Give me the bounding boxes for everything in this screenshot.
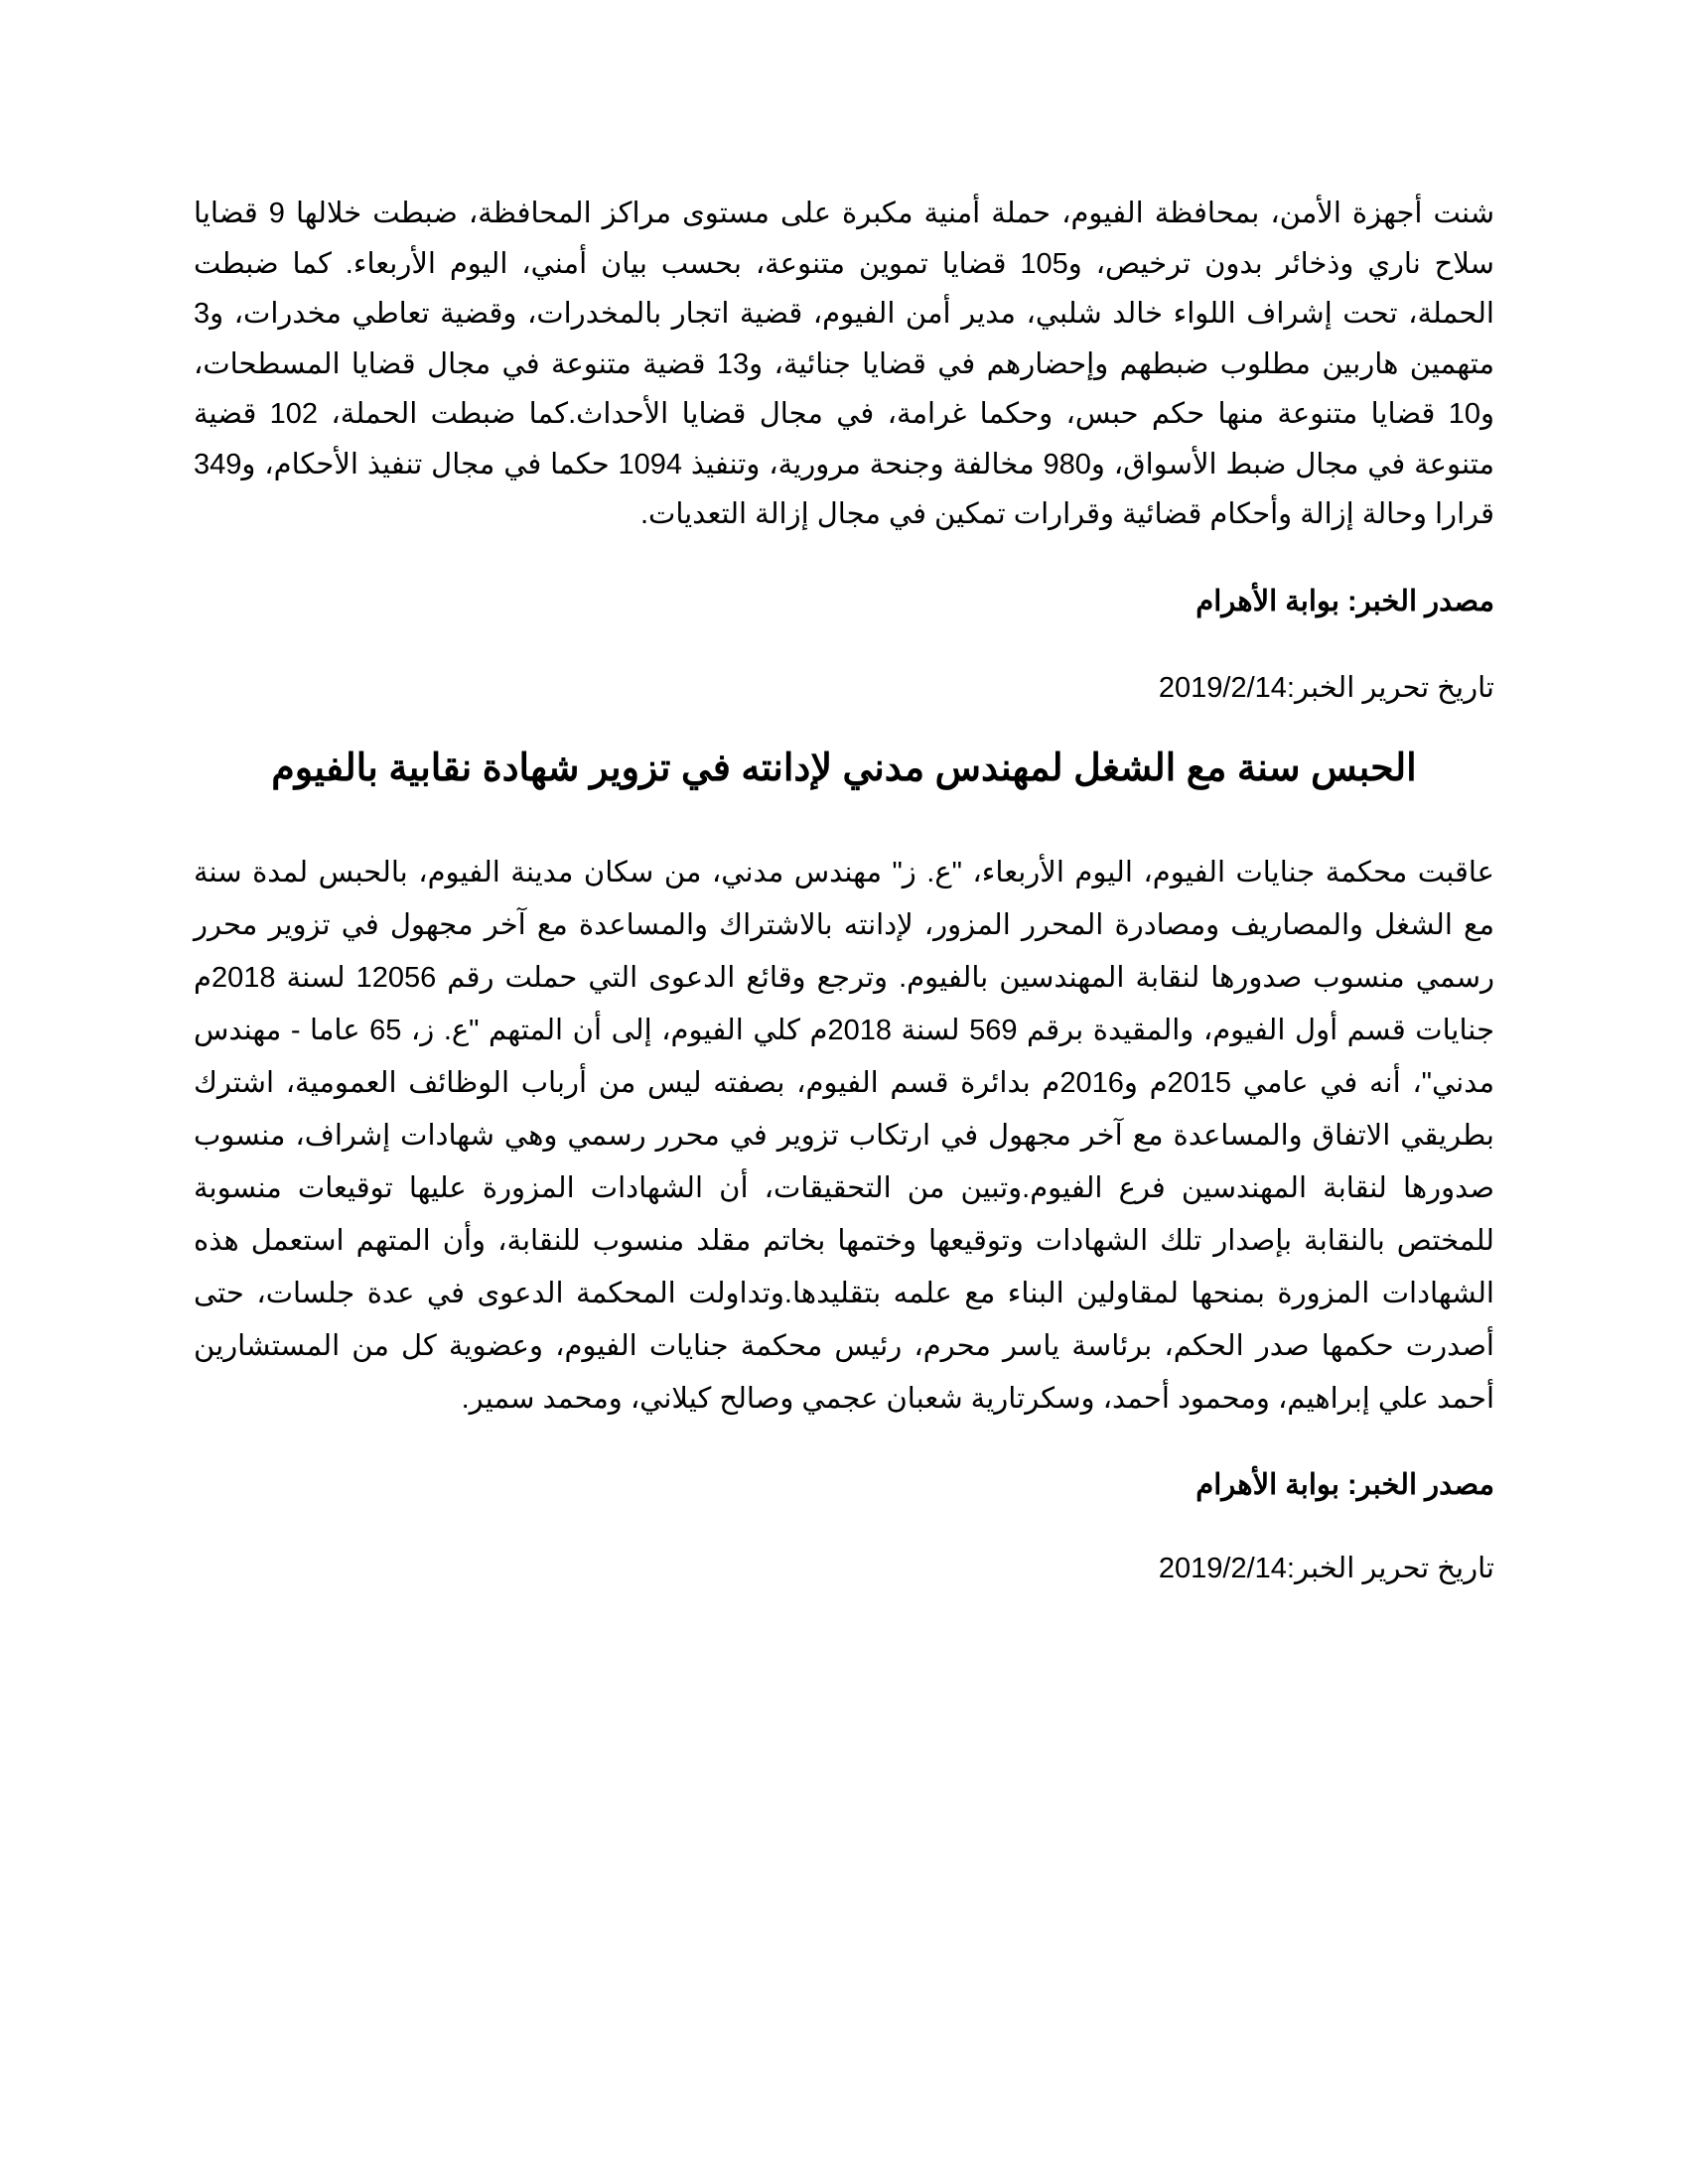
article1-body: شنت أجهزة الأمن، بمحافظة الفيوم، حملة أمنية مكبرة على مستوى مراكز المحافظة، ضبطت خلالها 9 قضايا سلاح ناري وذخائر بدون ترخيص، و105 قضايا تموين متنوعة، بحسب بيان أمني، اليوم الأربعاء. كما ضبطت الحملة، تحت إشراف اللواء خالد شلبي، مدير أمن الفيوم، قضية اتجار بالمخدرات، وقضية تعاطي مخدرات، و3 متهمين هاربين مطلوب ضبطهم وإحضارهم في قضايا جنائية، و13 قضية متنوعة في مجال قضايا المسطحات، و10 قضايا متنوعة منها حكم حبس، وحكما غرامة، في مجال قضايا الأحداث.كما ضبطت الحملة، 102 قضية متنوعة في مجال ضبط الأسواق، و980 مخالفة وجنحة مرورية، وتنفيذ 1094 حكما في مجال تنفيذ الأحكام، و349 قرارا وحالة إزالة وأحكام قضائية وقرارات تمكين في مجال إزالة التعديات.	[194, 198, 1494, 530]
article1-date: تاريخ تحرير الخبر:2019/2/14	[1158, 671, 1494, 704]
article2-body: عاقبت محكمة جنايات الفيوم، اليوم الأربعاء، "ع. ز" مهندس مدني، من سكان مدينة الفيوم، بالحبس لمدة سنة مع الشغل والمصاريف ومصادرة المحرر المزور، لإدانته بالاشتراك والمساعدة مع آخر مجهول في تزوير محرر رسمي منسوب صدورها لنقابة المهندسين بالفيوم. وترجع وقائع الدعوى التي حملت رقم 12056 لسنة 2018م جنايات قسم أول الفيوم، والمقيدة برقم 569 لسنة 2018م كلي الفيوم، إلى أن المتهم "ع. ز، 65 عاما - مهندس مدني"، أنه في عامي 2015م و2016م بدائرة قسم الفيوم، بصفته ليس من أرباب الوظائف العمومية، اشترك بطريقي الاتفاق والمساعدة مع آخر مجهول في ارتكاب تزوير في محرر رسمي وهي شهادات إشراف، منسوب صدورها لنقابة المهندسين فرع الفيوم.وتبين من التحقيقات، أن الشهادات المزورة عليها توقيعات منسوبة للمختص بالنقابة بإصدار تلك الشهادات وتوقيعها وختمها بخاتم مقلد منسوب للنقابة، وأن المتهم استعمل هذه الشهادات المزورة بمنحها لمقاولين البناء مع علمه بتقليدها.وتداولت المحكمة الدعوى في عدة جلسات، حتى أصدرت حكمها صدر الحكم، برئاسة ياسر محرم، رئيس محكمة جنايات الفيوم، وعضوية كل من المستشارين أحمد علي إبراهيم، ومحمود أحمد، وسكرتارية شعبان عجمي وصالح كيلاني، ومحمد سمير.	[194, 856, 1494, 1415]
article2-date: تاريخ تحرير الخبر:2019/2/14	[1158, 1552, 1494, 1584]
article1-source: مصدر الخبر: بوابة الأهرام	[1196, 585, 1494, 617]
document-page	[194, 189, 1494, 1588]
article2-source: مصدر الخبر: بوابة الأهرام	[1196, 1468, 1494, 1501]
article2-headline: الحبس سنة مع الشغل لمهندس مدني لإدانته في تزوير شهادة نقابية بالفيوم	[271, 747, 1417, 789]
